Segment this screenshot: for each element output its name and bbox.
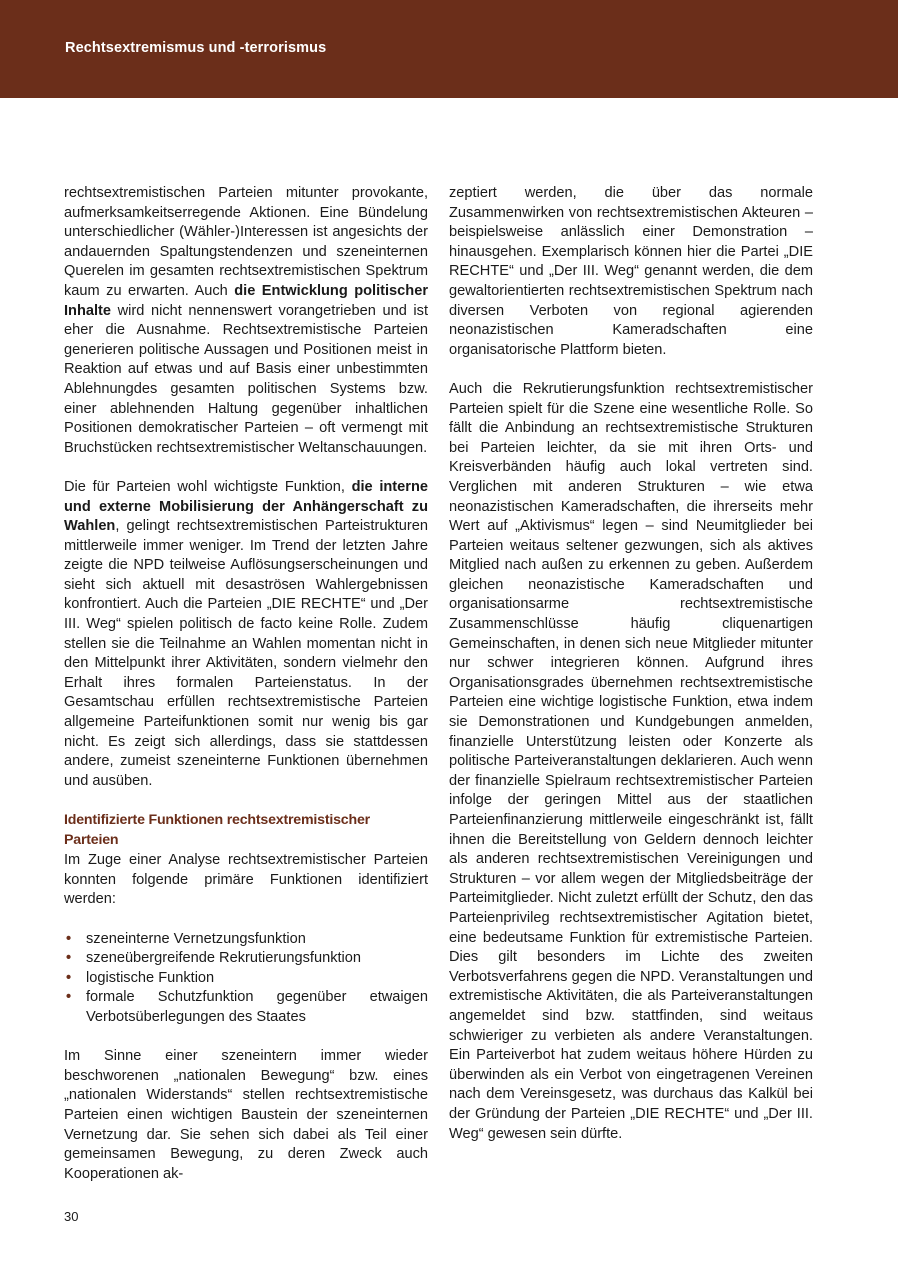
text-run: rechtsextremistischen Parteien mitunter provokante, aufmerksamkeitserregende Aktionen. Eine Bündelung unterschiedlicher (Wähler-)Interessen ist angesichts der andauernden Spaltungstendenzen und szeneinternen Querelen im gesamten rechtsextremistischen Spektrum kaum zu erwarten. Auch	[64, 185, 428, 299]
list-item	[64, 969, 428, 989]
list-item	[64, 949, 428, 969]
left-column	[64, 184, 428, 1184]
paragraph	[64, 478, 428, 792]
bullet-list	[64, 930, 428, 1028]
bullet-icon: •	[66, 950, 72, 967]
emphasis-text: die Entwicklung politischer Inhalte	[64, 282, 429, 319]
header-band	[0, 0, 898, 98]
running-header-title: Rechtsextremismus und -terrorismus	[65, 40, 327, 56]
emphasis-text: die interne und externe Mobilisierung der Anhängerschaft zu Wahlen	[64, 478, 428, 535]
bullet-icon: •	[66, 969, 72, 986]
page-number: 30	[64, 1209, 79, 1224]
list-item	[64, 988, 428, 1027]
paragraph	[64, 184, 428, 458]
list-item-text: szeneübergreifende Rekrutierungsfunktion	[86, 950, 362, 967]
paragraph: zeptiert werden, die über das normale Zusammenwirken von rechtsextremistischen Akteuren – beispielsweise anlässlich einer Demonstration – hinausgehen. Exemplarisch können hier die Partei „DIE RECHTE“ und „Der III. Weg“ genannt werden, die dem gewaltorientierten rechtsextremistischen Spektrum nach diversen Verboten von regional agierenden neonazistischen Kameradschaften eine organisatorische Plattform bieten.	[449, 185, 813, 358]
right-column	[449, 184, 813, 1144]
bullet-icon: •	[66, 989, 72, 1006]
list-item-text: szeneinterne Vernetzungsfunktion	[86, 930, 306, 947]
paragraph: Im Sinne einer szeneintern immer wieder beschworenen „nationalen Bewegung“ bzw. eines „nationalen Widerstands“ stellen rechtsextremistische Parteien einen wichtigen Baustein der szeneinternen Vernetzung dar. Sie sehen sich dabei als Teil einer gemeinsamen Bewegung, zu deren Zweck auch Kooperationen ak-	[64, 1048, 428, 1182]
bullet-icon: •	[66, 930, 72, 947]
list-item-text: logistische Funktion	[86, 969, 215, 986]
list-item	[64, 930, 428, 950]
text-run: Die für Parteien wohl wichtigste Funktion,	[64, 478, 352, 495]
paragraph: Auch die Rekrutierungsfunktion rechtsextremistischer Parteien spielt für die Szene eine wesentliche Rolle. So fällt die Anbindung an rechtsextremistische Strukturen bei Parteien leichter, da sie mit ihren Orts- und Kreisverbänden häufig auch lokal vertreten sind. Verglichen mit anderen Strukturen – wie etwa neonazistischen Kameradschaften, die ihrerseits mehr Wert auf „Aktivismus“ legen – sind Neumitglieder bei Parteien weitaus seltener gezwungen, sich als aktives Mitglied nach außen zu erkennen zu geben. Außerdem gleichen neonazistische Kameradschaften und organisationsarme rechtsextremistische Zusammenschlüsse häufig cliquenartigen Gemeinschaften, in denen sich neue Mitglieder mitunter nur schwer integrieren können. Aufgrund ihres Organisationsgrades übernehmen rechtsextremistische Parteien eine wichtige logistische Funktion, etwa indem sie Demonstrationen und Kundgebungen anmelden, finanzielle Unterstützung leisten oder Konzerte als politische Parteiveranstaltungen deklarieren. Auch wenn der finanzielle Spielraum rechtsextremistischer Parteien infolge der geringen Mittel aus der staatlichen Parteienfinanzierung mittlerweile eingeschränkt ist, fällt ihnen die Bereitstellung von Geldern dennoch leichter als anderen rechtsextremistischen Vereinigungen und Strukturen – vor allem wegen der Mitgliedsbeiträge der Parteimitglieder. Nicht zuletzt erfüllt der Schutz, den das Parteienprivileg rechtsextremistischer Agitation bietet, eine bedeutsame Funktion für extremistische Parteien. Dies gilt besonders im Lichte des zweiten Verbotsverfahrens gegen die NPD. Veranstaltungen und extremistische Aktivitäten, die als Parteiveranstaltungen angemeldet sind bzw. stattfinden, sind weitaus schwieriger zu verbieten als andere Veranstaltungen. Ein Parteiverbot hat zudem weitaus höhere Hürden zu überwinden als ein Verbot von eingetragenen Vereinen nach dem Vereinsgesetz, was durchaus das Kalkül bei der Gründung der Parteien „DIE RECHTE“ und „Der III. Weg“ gewesen sein dürfte.	[449, 380, 813, 1142]
text-run: wird nicht nennenswert vorangetrieben und ist eher die Ausnahme. Rechtsextremistische Parteien generieren politische Aussagen und Positionen meist in Reaktion auf etwas und auf Basis einer unbestimmten Ablehnungdes gesamten politischen Systems bzw. einer ablehnenden Haltung gegenüber inhaltlichen Positionen demokratischer Parteien – oft vermengt mit Bruchstücken rechtsextremistischer Weltanschauungen.	[64, 302, 428, 456]
paragraph: Im Zuge einer Analyse rechtsextremistischer Parteien konnten folgende primäre Funktionen identifiziert werden:	[64, 852, 428, 908]
section-subheading: Identifizierte Funktionen rechtsextremistischer Parteien	[64, 812, 370, 848]
text-run: , gelingt rechtsextremistischen Parteistrukturen mittlerweile immer weniger. Im Trend der letzten Jahre zeigte die NPD teilweise Auflösungserscheinungen und sieht sich aktuell mit desaströsen Wahlergebnissen konfrontiert. Auch die Parteien „DIE RECHTE“ und „Der III. Weg“ spielen politisch de facto keine Rolle. Zudem stellen sie die Teilnahme an Wahlen momentan nicht in den Mittelpunkt ihrer Aktivitäten, sondern vielmehr den Erhalt ihres formalen Parteienstatus. In der Gesamtschau erfüllen rechtsextremistische Parteien allgemeine Parteifunktionen somit nur wenig bis gar nicht. Es zeigt sich allerdings, dass sie stattdessen andere, zumeist szeneinterne Funktionen übernehmen und ausüben.	[64, 518, 428, 789]
list-item-text: formale Schutzfunktion gegenüber etwaigen Verbotsüberlegungen des Staates	[86, 989, 428, 1025]
